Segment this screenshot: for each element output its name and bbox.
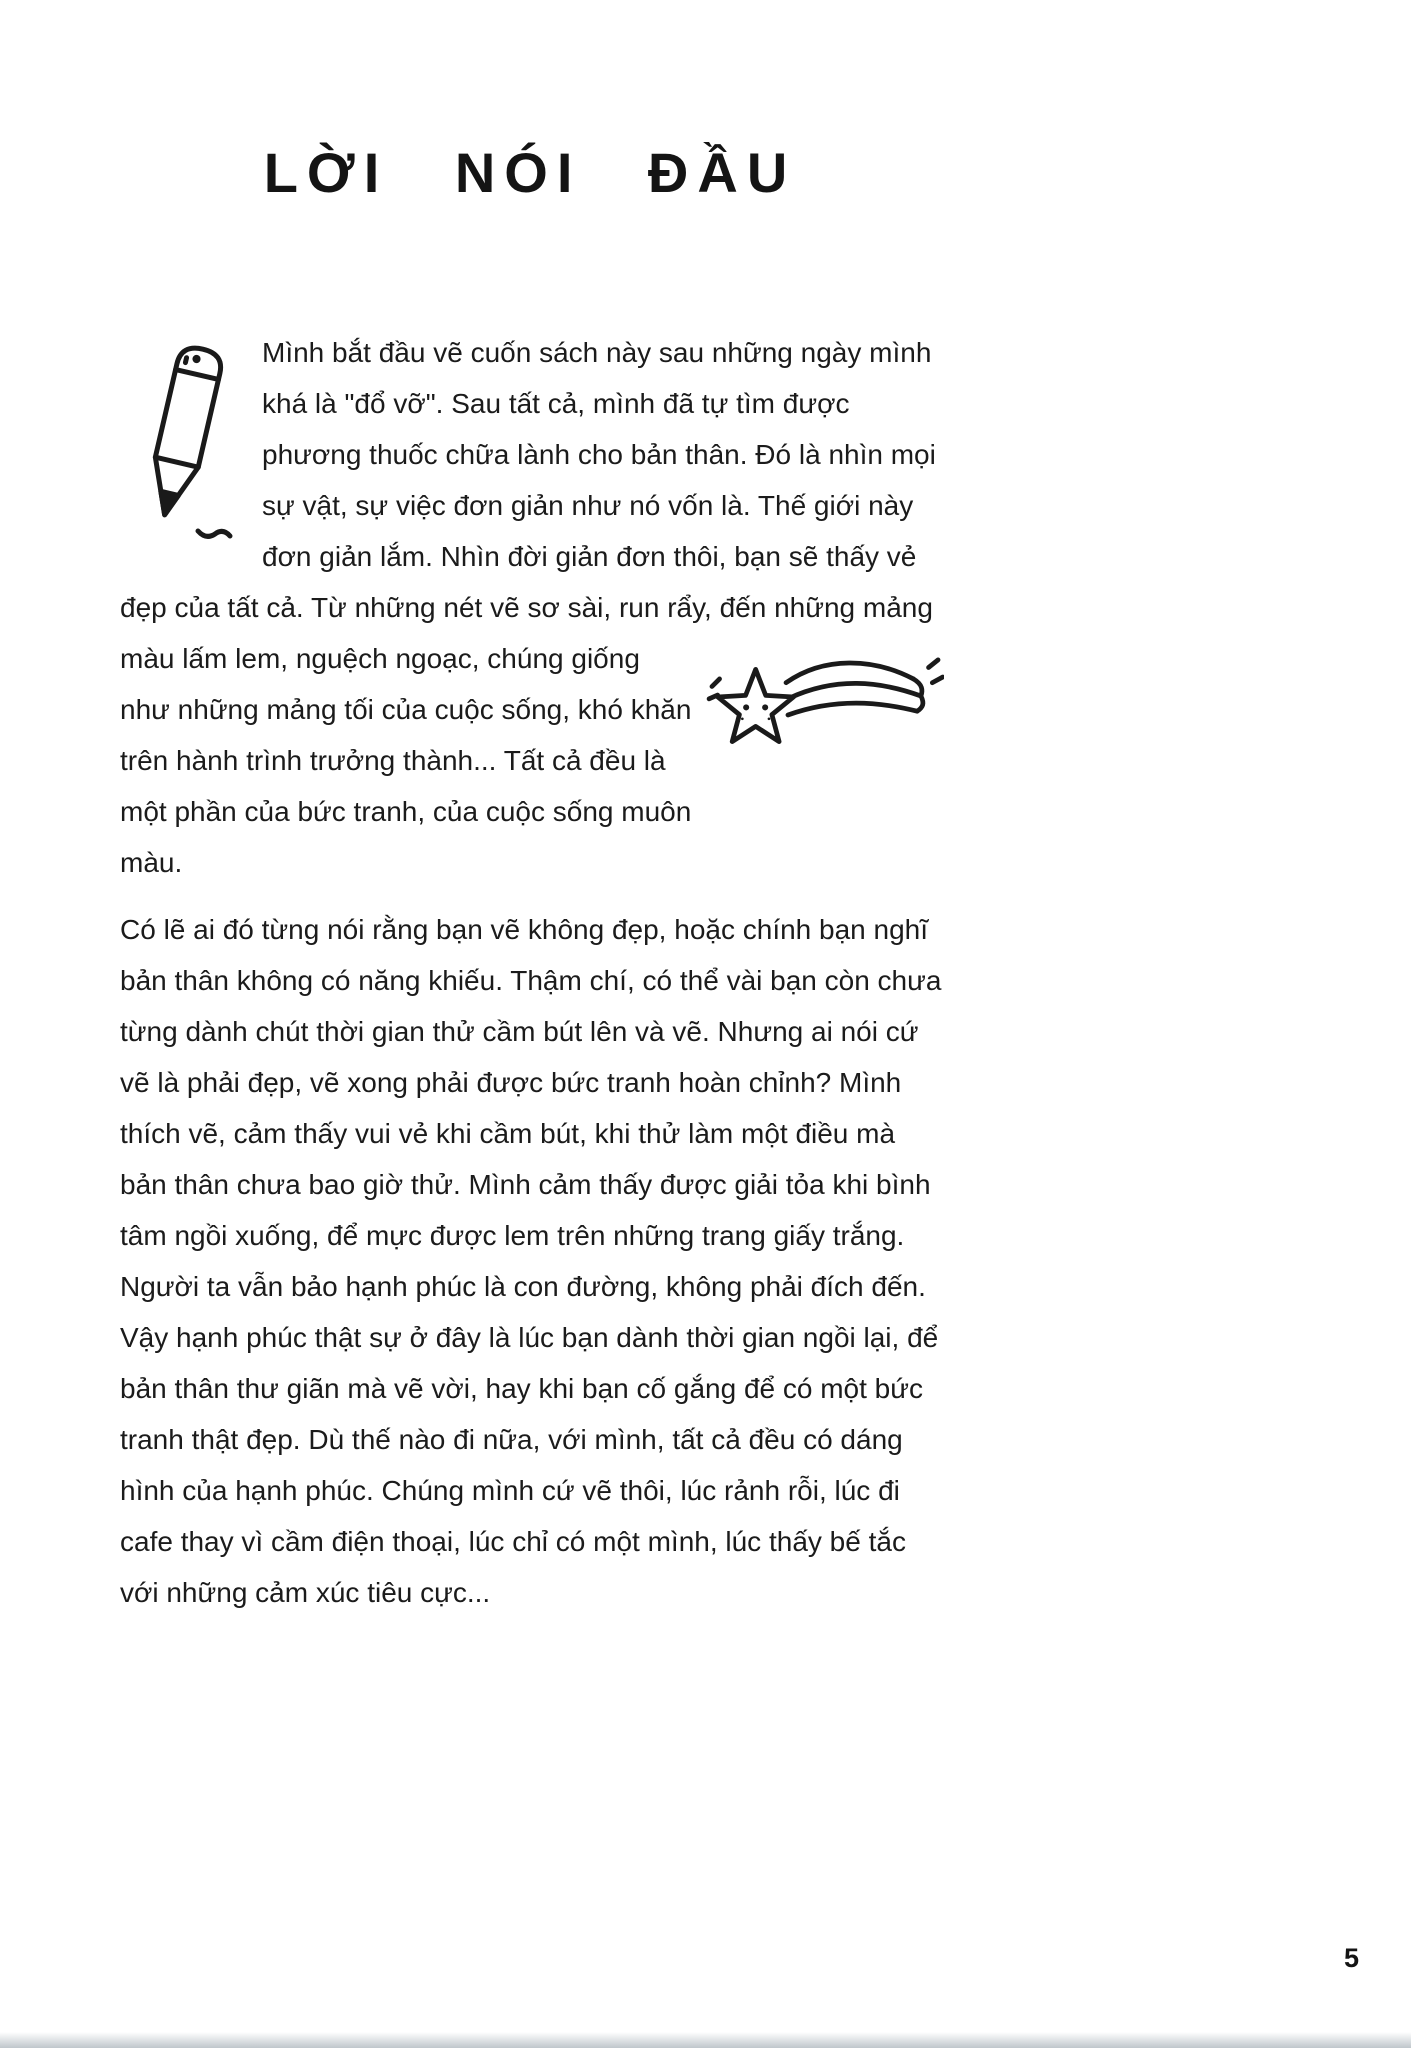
paragraph-1 [120,327,944,888]
shooting-star-icon [706,639,944,791]
scan-edge-shadow [0,2032,1411,2048]
page-number: 5 [1343,1943,1359,1973]
paragraph-1-text-b: giống như những mảng tối của cuộc sống, khó khăn trên hành trình trưởng thành... Tất cả đều là một phần của bức tranh, của cuộc sống muôn màu. [120,643,692,878]
preface-text [120,327,944,1618]
pencil-icon [120,331,248,545]
page-title: LỜI NÓI ĐẦU [263,141,797,204]
paragraph-2: Có lẽ ai đó từng nói rằng bạn vẽ không đẹp, hoặc chính bạn nghĩ bản thân không có năng khiếu. Thậm chí, có thể vài bạn còn chưa từng dành chút thời gian thử cầm bút lên và vẽ. Nhưng ai nói cứ vẽ là phải đẹp, vẽ xong phải được bức tranh hoàn chỉnh? Mình thích vẽ, cảm thấy vui vẻ khi cầm bút, khi thử làm một điều mà bản thân chưa bao giờ thử. Mình cảm thấy được giải tỏa khi bình tâm ngồi xuống, để mực được lem trên những trang giấy trắng. Người ta vẫn bảo hạnh phúc là con đường, không phải đích đến. Vậy hạnh phúc thật sự ở đây là lúc bạn dành thời gian ngồi lại, để bản thân thư giãn mà vẽ vời, hay khi bạn cố gắng để có một bức tranh thật đẹp. Dù thế nào đi nữa, với mình, tất cả đều có dáng hình của hạnh phúc. Chúng mình cứ vẽ thôi, lúc rảnh rỗi, lúc đi cafe thay vì cầm điện thoại, lúc chỉ có một mình, lúc thấy bế tắc với những cảm xúc tiêu cực... [120,914,942,1608]
paragraph-1-text-a: Mình bắt đầu vẽ cuốn sách này sau những ngày mình khá là "đổ vỡ". Sau tất cả, mình đã tự tìm được phương thuốc chữa lành cho bản thân. Đó là nhìn mọi sự vật, sự việc đơn giản như nó vốn là. Thế giới này đơn giản lắm. Nhìn đời giản đơn thôi, bạn sẽ thấy vẻ đẹp của tất cả. Từ những nét vẽ sơ sài, run rẩy, đến những mảng màu lấm lem, nguệch ngoạc, chúng [120,337,936,674]
